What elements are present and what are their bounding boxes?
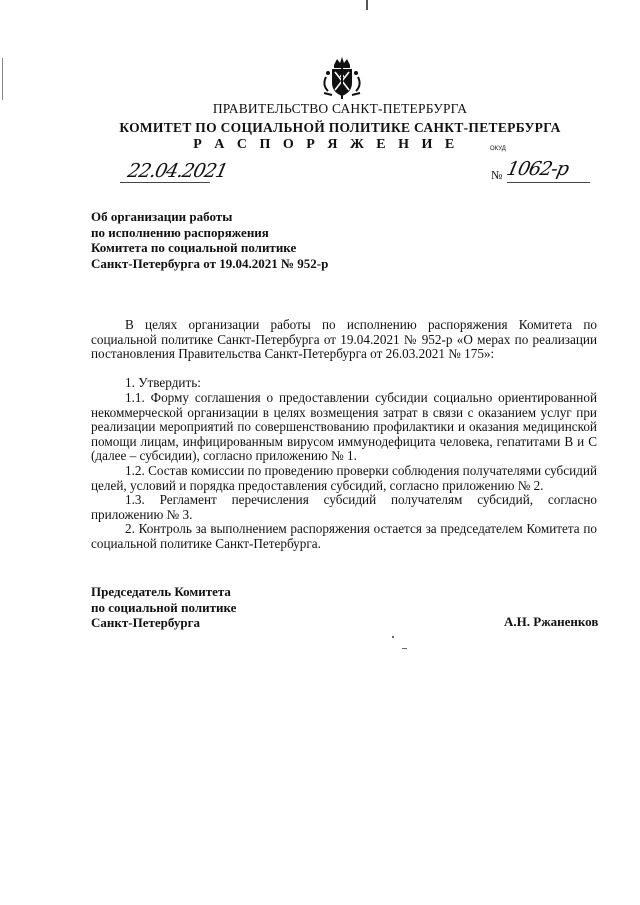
subject-line: по исполнению распоряжения <box>91 224 269 240</box>
document-subject <box>91 209 328 271</box>
signatory-title <box>91 584 236 631</box>
signatory-name: А.Н. Ржаненков <box>504 614 599 629</box>
signatory-title-line: Санкт-Петербурга <box>91 615 200 630</box>
item-1-1-paragraph: 1.1. Форму соглашения о предоставлении субсидии социально ориентированной некоммерческой организации в целях возмещения затрат в связи с оказанием услуг при реализации мероприятий по совершенствованию профилактики и оказания медицинской помощи лицам, инфицированным вирусом иммунодефицита человека, гепатитами В и С (далее – субсидии), согласно приложению № 1. <box>91 390 597 464</box>
handwritten-date: 22.04.2021 <box>125 160 230 182</box>
government-heading: ПРАВИТЕЛЬСТВО САНКТ-ПЕТЕРБУРГА <box>212 101 468 116</box>
document-type-heading: Р А С П О Р Я Ж Е Н И Е <box>193 137 459 152</box>
item-2-paragraph: 2. Контроль за выполнением распоряжения остается за председателем Комитета по социальной политике Санкт-Петербурга. <box>91 521 597 551</box>
signatory-title-line: по социальной политике <box>91 599 237 615</box>
signatory-title-line: Председатель Комитета <box>91 584 231 599</box>
item-1-2-paragraph: 1.2. Состав комиссии по проведению проверки соблюдения получателями субсидий целей, условий и порядка предоставления субсидий, согласно приложению № 2. <box>91 463 597 493</box>
handwritten-number: 1062-р <box>504 158 571 180</box>
approve-paragraph: 1. Утвердить: <box>125 375 201 390</box>
committee-heading: КОМИТЕТ ПО СОЦИАЛЬНОЙ ПОЛИТИКЕ САНКТ-ПЕТЕРБУРГА <box>119 120 561 135</box>
scan-artifact-top <box>366 0 368 10</box>
date-underline <box>120 182 210 183</box>
number-sign: № <box>491 168 503 182</box>
intro-paragraph: В целях организации работы по исполнению распоряжения Комитета по социальной политике Санкт-Петербурга от 19.04.2021 № 952-р «О мерах по реализации постановления Правительства Санкт-Петербурга от 26.03.2021 № 175»: <box>91 317 597 362</box>
coat-of-arms-icon <box>318 55 366 103</box>
subject-line: Комитета по социальной политике <box>91 240 297 255</box>
scan-speck <box>402 648 407 649</box>
number-underline <box>507 182 590 183</box>
item-1-3-paragraph: 1.3. Регламент перечисления субсидий получателям субсидий, согласно приложению № 3. <box>91 492 597 522</box>
subject-line: Об организации работы <box>91 209 233 224</box>
scan-artifact-left <box>2 58 3 100</box>
okud-code: ОКУД <box>490 146 506 152</box>
scan-speck <box>392 636 394 638</box>
subject-line: Санкт-Петербурга от 19.04.2021 № 952-р <box>91 255 329 271</box>
